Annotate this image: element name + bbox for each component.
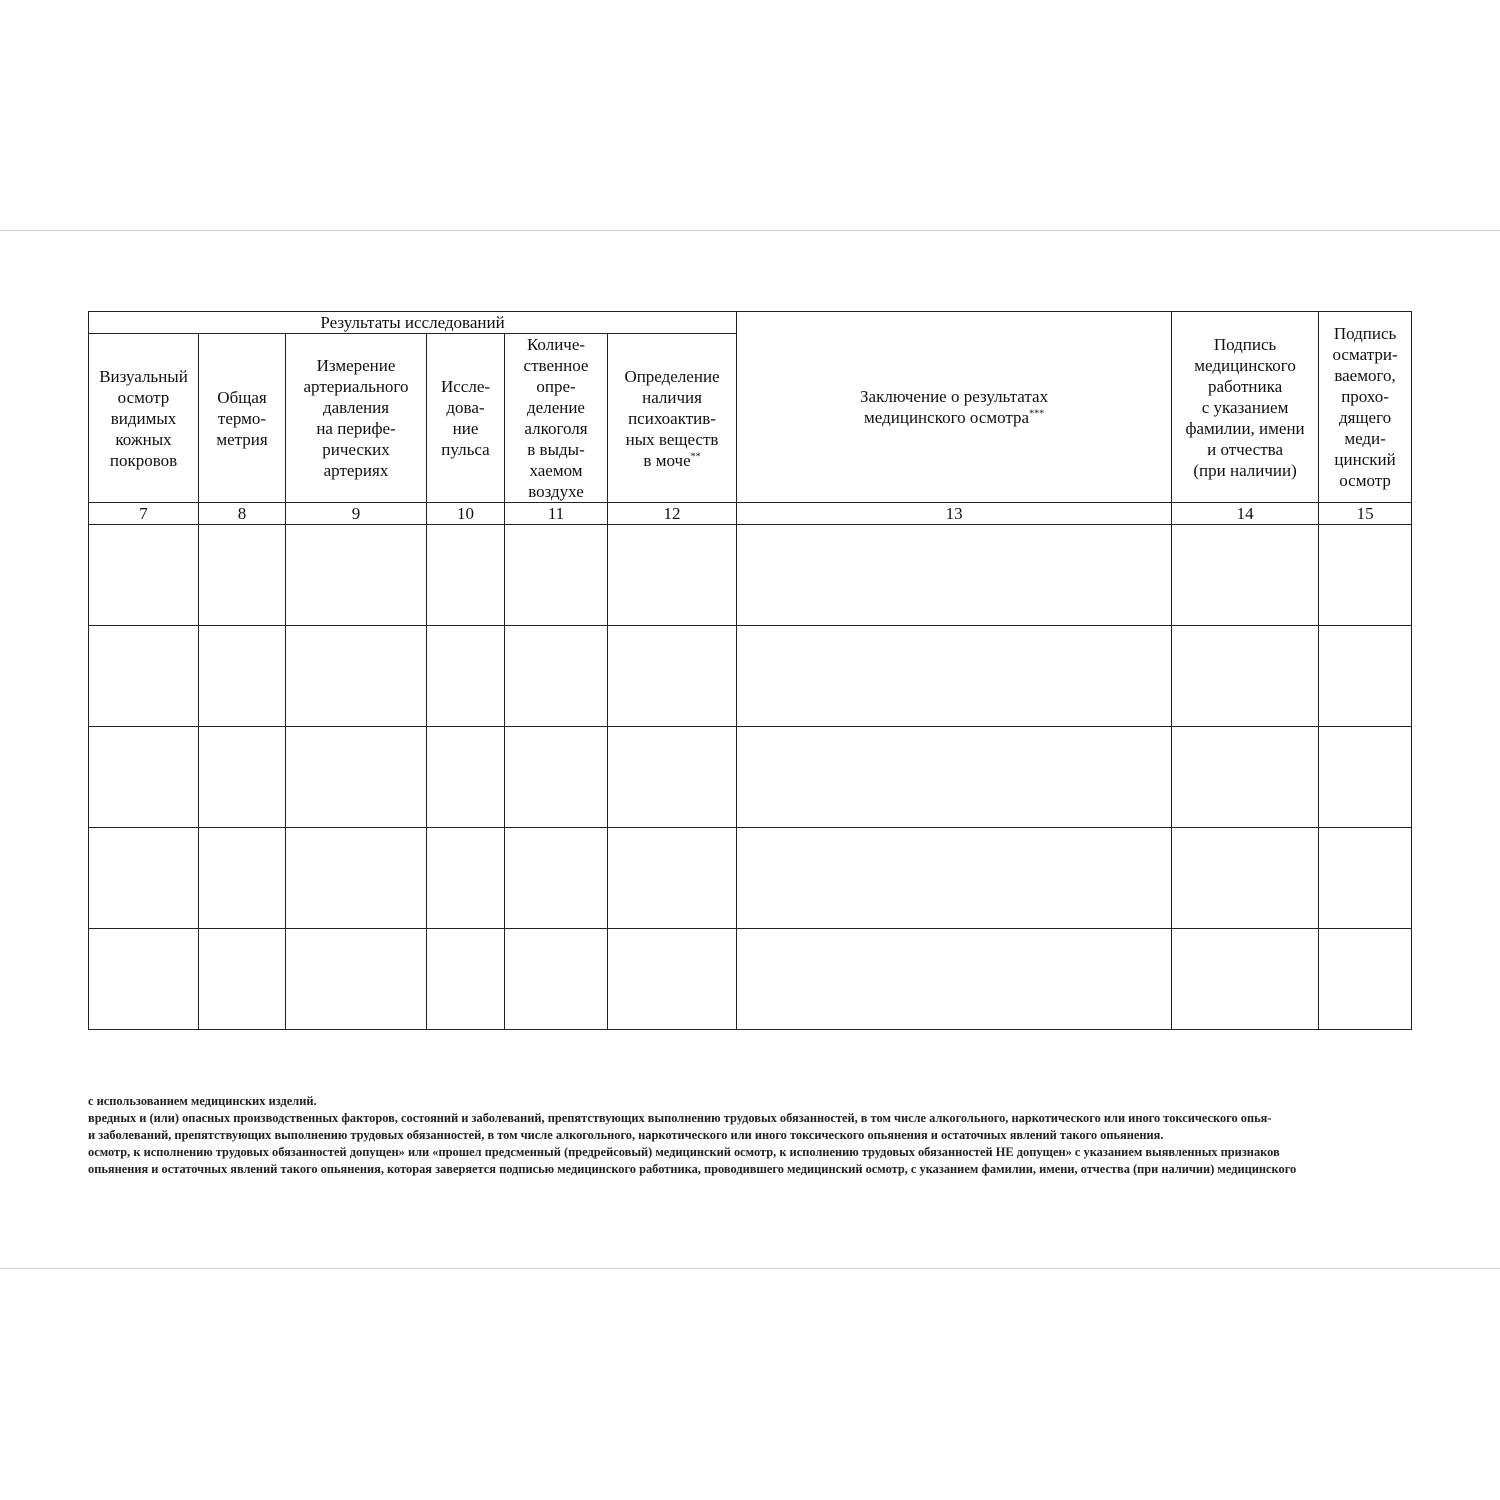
column-number-row bbox=[89, 503, 1412, 525]
column-header-label: Визуальный осмотр видимых кожных покровов bbox=[99, 366, 188, 470]
table-row bbox=[89, 525, 1412, 626]
column-header-7 bbox=[89, 334, 199, 503]
header-row-group bbox=[89, 312, 1412, 334]
column-number: 7 bbox=[89, 503, 199, 525]
table-cell bbox=[199, 525, 286, 626]
column-number: 15 bbox=[1319, 503, 1412, 525]
column-header-label: Измерение артериального давления на перифе- рических артериях bbox=[303, 356, 409, 480]
column-header-label: Количе- ственное опре- деление алкоголя в выды- хаемом воздухе bbox=[523, 335, 589, 501]
column-number: 11 bbox=[505, 503, 608, 525]
table-cell bbox=[1172, 828, 1319, 929]
table-cell bbox=[286, 929, 427, 1030]
table-cell bbox=[1172, 626, 1319, 727]
table-cell bbox=[1172, 525, 1319, 626]
table-cell bbox=[505, 525, 608, 626]
table-cell bbox=[737, 626, 1172, 727]
table-cell bbox=[608, 828, 737, 929]
footnote-line: осмотр, к исполнению трудовых обязанностей допущен» или «прошел предсменный (предрейсовый) медицинский осмотр, к исполнению трудовых обязанностей НЕ допущен» с указанием выявленных признаков bbox=[88, 1145, 1280, 1159]
table-body bbox=[89, 525, 1412, 1030]
table-cell bbox=[89, 626, 199, 727]
table-cell bbox=[286, 828, 427, 929]
table-cell bbox=[505, 828, 608, 929]
table-cell bbox=[1172, 727, 1319, 828]
table-cell bbox=[89, 727, 199, 828]
table-cell bbox=[1319, 626, 1412, 727]
footnote-line: с использованием медицинских изделий. bbox=[88, 1094, 317, 1108]
table-cell bbox=[427, 727, 505, 828]
table-cell bbox=[427, 626, 505, 727]
column-header-10 bbox=[427, 334, 505, 503]
table-cell bbox=[608, 626, 737, 727]
column-header-label: Общая термо- метрия bbox=[216, 387, 268, 449]
column-number: 9 bbox=[286, 503, 427, 525]
footnote-line: вредных и (или) опасных производственных факторов, состояний и заболеваний, препятствующих выполнению трудовых обязанностей, в том числе алкогольного, наркотического или иного токсического опья- bbox=[88, 1111, 1272, 1125]
column-header-9 bbox=[286, 334, 427, 503]
column-header-label: Иссле- дова- ние пульса bbox=[440, 377, 491, 459]
table-cell bbox=[505, 626, 608, 727]
page-divider-bottom bbox=[0, 1268, 1500, 1269]
footnote-line: и заболеваний, препятствующих выполнению трудовых обязанностей, в том числе алкогольного, наркотического или иного токсического опьянения и остаточных явлений такого опьянения. bbox=[88, 1128, 1164, 1142]
column-header-13 bbox=[737, 312, 1172, 503]
table-cell bbox=[505, 929, 608, 1030]
column-header-label: Заключение о результатах медицинского осмотра*** bbox=[860, 387, 1049, 427]
table-cell bbox=[1319, 828, 1412, 929]
column-header-12 bbox=[608, 334, 737, 503]
table-cell bbox=[427, 929, 505, 1030]
table-cell bbox=[737, 727, 1172, 828]
table-cell bbox=[1172, 929, 1319, 1030]
footnote-mark: *** bbox=[1029, 408, 1045, 420]
table-cell bbox=[1319, 525, 1412, 626]
table-cell bbox=[737, 828, 1172, 929]
table-row bbox=[89, 929, 1412, 1030]
column-header-label: Определение наличия психоактив- ных веществ в моче** bbox=[624, 366, 720, 470]
table-cell bbox=[199, 828, 286, 929]
column-header-14 bbox=[1172, 312, 1319, 503]
page-divider-top bbox=[0, 230, 1500, 231]
table-cell bbox=[427, 828, 505, 929]
table-cell bbox=[89, 929, 199, 1030]
table-cell bbox=[427, 525, 505, 626]
group-header-label: Результаты исследований bbox=[320, 313, 505, 332]
table-cell bbox=[737, 929, 1172, 1030]
table-cell bbox=[286, 525, 427, 626]
table-cell bbox=[89, 828, 199, 929]
column-header-11 bbox=[505, 334, 608, 503]
table-cell bbox=[286, 626, 427, 727]
table-row bbox=[89, 727, 1412, 828]
table-cell bbox=[608, 929, 737, 1030]
table-cell bbox=[737, 525, 1172, 626]
table-row bbox=[89, 626, 1412, 727]
footnotes bbox=[88, 1093, 1411, 1178]
table-cell bbox=[608, 525, 737, 626]
column-number: 8 bbox=[199, 503, 286, 525]
table-cell bbox=[505, 727, 608, 828]
column-number: 13 bbox=[737, 503, 1172, 525]
column-number: 10 bbox=[427, 503, 505, 525]
table-cell bbox=[89, 525, 199, 626]
table-cell bbox=[286, 727, 427, 828]
column-header-label: Подпись медицинского работника с указанием фамилии, имени и отчества (при наличии) bbox=[1185, 334, 1305, 480]
column-header-8 bbox=[199, 334, 286, 503]
table-cell bbox=[1319, 727, 1412, 828]
table-cell bbox=[199, 727, 286, 828]
column-header-15 bbox=[1319, 312, 1412, 503]
column-number: 14 bbox=[1172, 503, 1319, 525]
table-cell bbox=[608, 727, 737, 828]
table-row bbox=[89, 828, 1412, 929]
column-number: 12 bbox=[608, 503, 737, 525]
footnote-line: опьянения и остаточных явлений такого опьянения, которая заверяется подписью медицинского работника, проводившего медицинский осмотр, с указанием фамилии, имени, отчества (при наличии) медицинского bbox=[88, 1162, 1297, 1176]
group-header-cell bbox=[89, 312, 737, 334]
medical-exam-journal-table bbox=[88, 311, 1412, 1030]
column-header-label: Подпись осматри- ваемого, прохо- дящего меди- цинский осмотр bbox=[1332, 324, 1398, 490]
table-cell bbox=[1319, 929, 1412, 1030]
footnote-mark: ** bbox=[690, 450, 701, 462]
table-cell bbox=[199, 929, 286, 1030]
table-cell bbox=[199, 626, 286, 727]
